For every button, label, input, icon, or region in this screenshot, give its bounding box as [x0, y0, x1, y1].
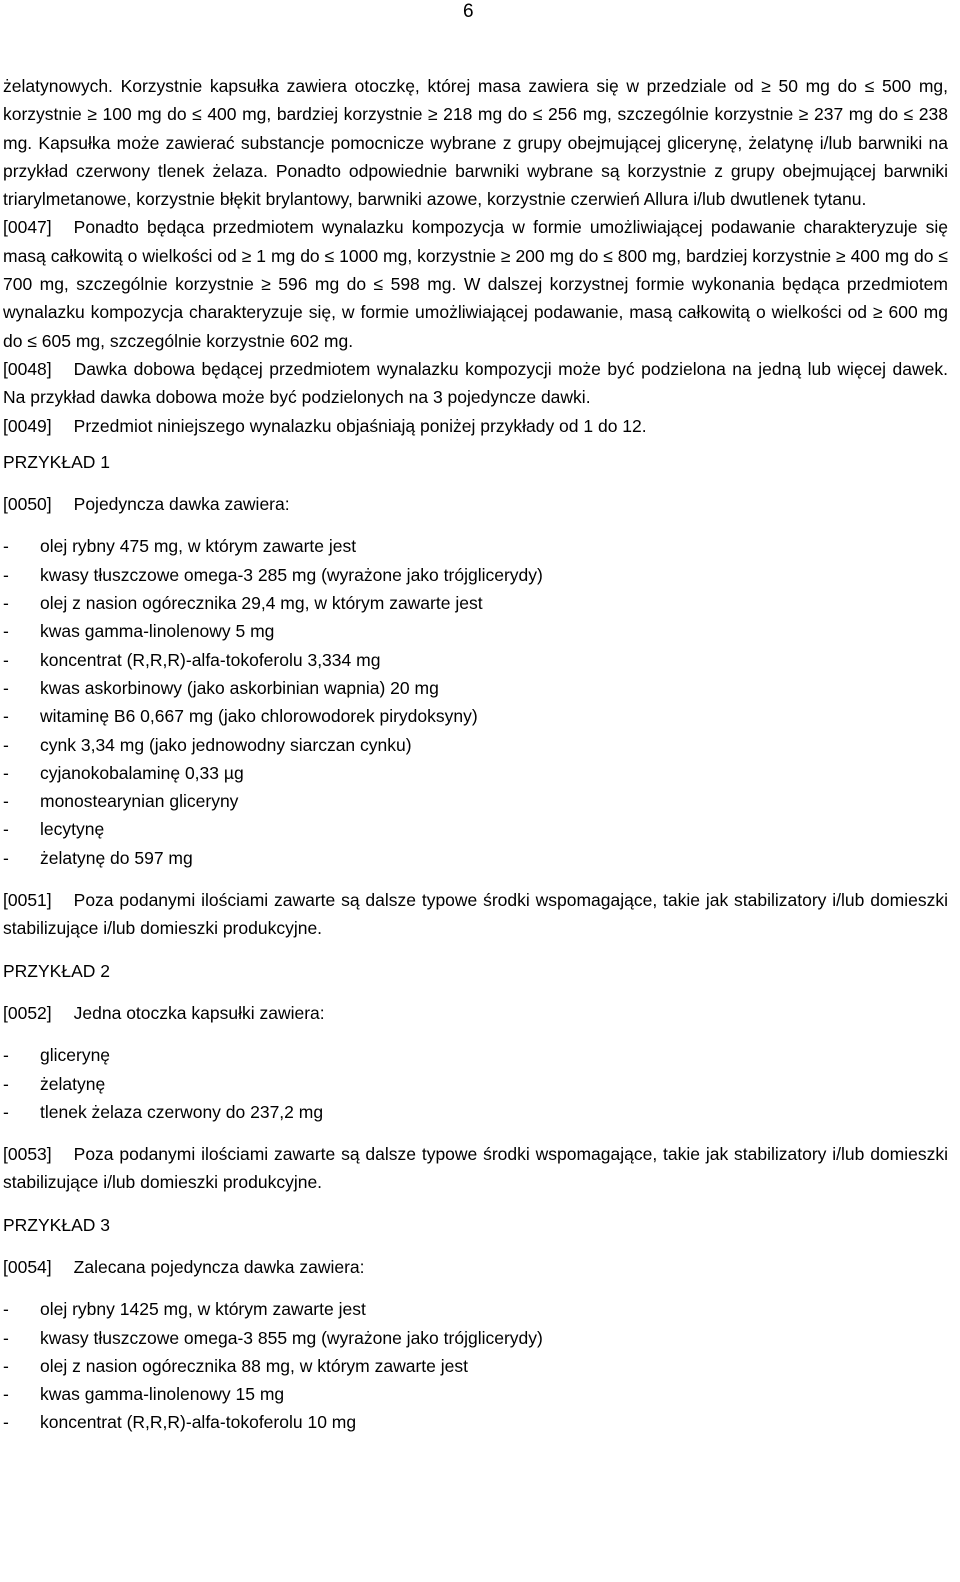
example-2-heading: PRZYKŁAD 2 [3, 960, 110, 981]
p0051-text: Poza podanymi ilościami zawarte są dalsze typowe środki wspomagające, takie jak stabilizatory i/lub domieszki stabilizujące i/lub domieszki produkcyjne. [3, 890, 948, 939]
list-item-text: monostearynian gliceryny [40, 791, 239, 812]
list-item-text: olej z nasion ogórecznika 29,4 mg, w którym zawarte jest [40, 593, 483, 614]
list-marker: - [3, 1412, 9, 1433]
list-item-text: olej rybny 475 mg, w którym zawarte jest [40, 536, 357, 557]
list-item [3, 646, 948, 674]
list-marker: - [3, 536, 9, 557]
paragraph-0050 [3, 490, 948, 518]
example-1-ingredient-list [3, 532, 948, 872]
paragraph-0054 [3, 1253, 948, 1281]
list-marker: - [3, 1299, 9, 1320]
list-marker: - [3, 706, 9, 727]
list-item [3, 702, 948, 730]
list-item [3, 787, 948, 815]
list-marker: - [3, 649, 9, 670]
list-item-text: koncentrat (R,R,R)-alfa-tokoferolu 10 mg [40, 1412, 357, 1433]
paragraph-tag: [0047] [3, 217, 52, 238]
p0047-sentence-2: W dalszej korzystnej formie wykonania będąca przedmiotem wynalazku kompozycja charakteryzuje się, w formie umożliwiającej podawanie, masą całkowitą o wielkości od ≥ 600 mg do ≤ 605 mg, szczególnie korzystnie 602 mg. [3, 274, 948, 351]
paragraph-tag: [0054] [3, 1256, 52, 1277]
p0049-text: Przedmiot niniejszego wynalazku objaśniają poniżej przykłady od 1 do 12. [73, 415, 647, 436]
list-item-text: olej rybny 1425 mg, w którym zawarte jest [40, 1299, 366, 1320]
list-item [3, 589, 948, 617]
paragraph-0053 [3, 1140, 948, 1197]
example-1-heading: PRZYKŁAD 1 [3, 451, 110, 472]
list-marker: - [3, 1327, 9, 1348]
paragraph-tag: [0049] [3, 415, 52, 436]
list-marker: - [3, 1384, 9, 1405]
list-item [3, 617, 948, 645]
paragraph-tag: [0052] [3, 1002, 52, 1023]
list-item-text: witaminę B6 0,667 mg (jako chlorowodorek pirydoksyny) [40, 706, 478, 727]
paragraph-0052 [3, 999, 948, 1027]
list-marker: - [3, 1045, 9, 1066]
list-item [3, 731, 948, 759]
example-3-ingredient-list [3, 1295, 948, 1436]
list-item-text: glicerynę [40, 1045, 111, 1066]
list-item-text: tlenek żelaza czerwony do 237,2 mg [40, 1101, 324, 1122]
list-marker: - [3, 762, 9, 783]
paragraph-intro [3, 72, 948, 213]
list-item-text: kwas askorbinowy (jako askorbinian wapnia) 20 mg [40, 677, 439, 698]
list-item [3, 1295, 948, 1323]
list-item-text: kwasy tłuszczowe omega-3 285 mg (wyrażone jako trójglicerydy) [40, 564, 543, 585]
list-marker: - [3, 593, 9, 614]
list-item [3, 674, 948, 702]
list-marker: - [3, 1101, 9, 1122]
list-item-text: olej z nasion ogórecznika 88 mg, w którym zawarte jest [40, 1355, 468, 1376]
list-marker: - [3, 1073, 9, 1094]
list-marker: - [3, 677, 9, 698]
p0048-sentence-1: Dawka dobowa będącej przedmiotem wynalazku kompozycji może być podzielona na jedną lub więcej dawek. [73, 358, 948, 379]
paragraph-0049 [3, 412, 948, 440]
list-marker: - [3, 564, 9, 585]
intro-sentence-3: Ponadto odpowiednie barwniki wybrane są korzystnie z grupy obejmującej barwniki triarylmetanowe, korzystnie błękit brylantowy, barwniki azowe, korzystnie czerwień Allura i/lub dwutlenek tytanu. [3, 160, 949, 210]
list-marker: - [3, 1355, 9, 1376]
p0054-text: Zalecana pojedyncza dawka zawiera: [73, 1256, 365, 1277]
list-item-text: żelatynę [40, 1073, 106, 1094]
list-item-text: cyjanokobalaminę 0,33 µg [40, 762, 244, 783]
list-item [3, 1070, 948, 1098]
list-item-text: lecytynę [40, 819, 105, 840]
list-marker: - [3, 847, 9, 868]
paragraph-0047 [3, 213, 948, 354]
p0052-text: Jedna otoczka kapsułki zawiera: [73, 1002, 325, 1023]
intro-sentence-1: żelatynowych. Korzystnie kapsułka zawiera otoczkę, której masa zawiera się w przedziale od ≥ 50 mg do ≤ 500 mg, korzystnie ≥ 100 mg do ≤ 400 mg, bardziej korzystnie ≥ 218 mg do ≤ 256 mg, szczególnie korzystnie ≥ 237 mg do ≤ 238 mg. [3, 76, 948, 153]
p0050-text: Pojedyncza dawka zawiera: [73, 494, 290, 515]
paragraph-tag: [0048] [3, 358, 52, 379]
list-item [3, 1041, 948, 1069]
list-item [3, 844, 948, 872]
list-item [3, 1324, 948, 1352]
list-marker: - [3, 621, 9, 642]
list-item-text: kwas gamma-linolenowy 5 mg [40, 621, 275, 642]
page-number: 6 [463, 1, 474, 22]
paragraph-0051 [3, 886, 948, 943]
list-item-text: cynk 3,34 mg (jako jednowodny siarczan cynku) [40, 734, 412, 755]
intro-sentence-2: Kapsułka może zawierać substancje pomocnicze wybrane z grupy obejmującej glicerynę, żelatynę i/lub barwniki na przykład czerwony tlenek żelaza. [3, 132, 948, 181]
list-marker: - [3, 791, 9, 812]
list-item-text: żelatynę do 597 mg [40, 847, 193, 868]
paragraph-tag: [0050] [3, 494, 52, 515]
example-2-ingredient-list [3, 1041, 948, 1126]
list-item [3, 759, 948, 787]
list-item-text: kwasy tłuszczowe omega-3 855 mg (wyrażone jako trójglicerydy) [40, 1327, 543, 1348]
list-item [3, 1352, 948, 1380]
paragraph-tag: [0051] [3, 890, 52, 911]
p0053-text: Poza podanymi ilościami zawarte są dalsze typowe środki wspomagające, takie jak stabilizatory i/lub domieszki stabilizujące i/lub domieszki produkcyjne. [3, 1144, 948, 1193]
list-item-text: koncentrat (R,R,R)-alfa-tokoferolu 3,334 mg [40, 649, 381, 670]
paragraph-0048 [3, 355, 948, 412]
list-item [3, 561, 948, 589]
p0048-sentence-2: Na przykład dawka dobowa może być podzielonych na 3 pojedyncze dawki. [3, 387, 591, 408]
list-marker: - [3, 819, 9, 840]
list-item [3, 532, 948, 560]
p0047-sentence-1: Ponadto będąca przedmiotem wynalazku kompozycja w formie umożliwiającej podawanie charakteryzuje się masą całkowitą o wielkości od ≥ 1 mg do ≤ 1000 mg, korzystnie ≥ 200 mg do ≤ 800 mg, bardziej korzystnie ≥ 400 mg do ≤ 700 mg, szczególnie korzystnie ≥ 596 mg do ≤ 598 mg. [3, 217, 948, 295]
document-body [3, 72, 948, 1437]
list-item [3, 1408, 948, 1436]
paragraph-tag: [0053] [3, 1144, 52, 1165]
list-marker: - [3, 734, 9, 755]
example-3-heading: PRZYKŁAD 3 [3, 1214, 110, 1235]
list-item [3, 1380, 948, 1408]
list-item [3, 815, 948, 843]
list-item [3, 1098, 948, 1126]
list-item-text: kwas gamma-linolenowy 15 mg [40, 1384, 285, 1405]
